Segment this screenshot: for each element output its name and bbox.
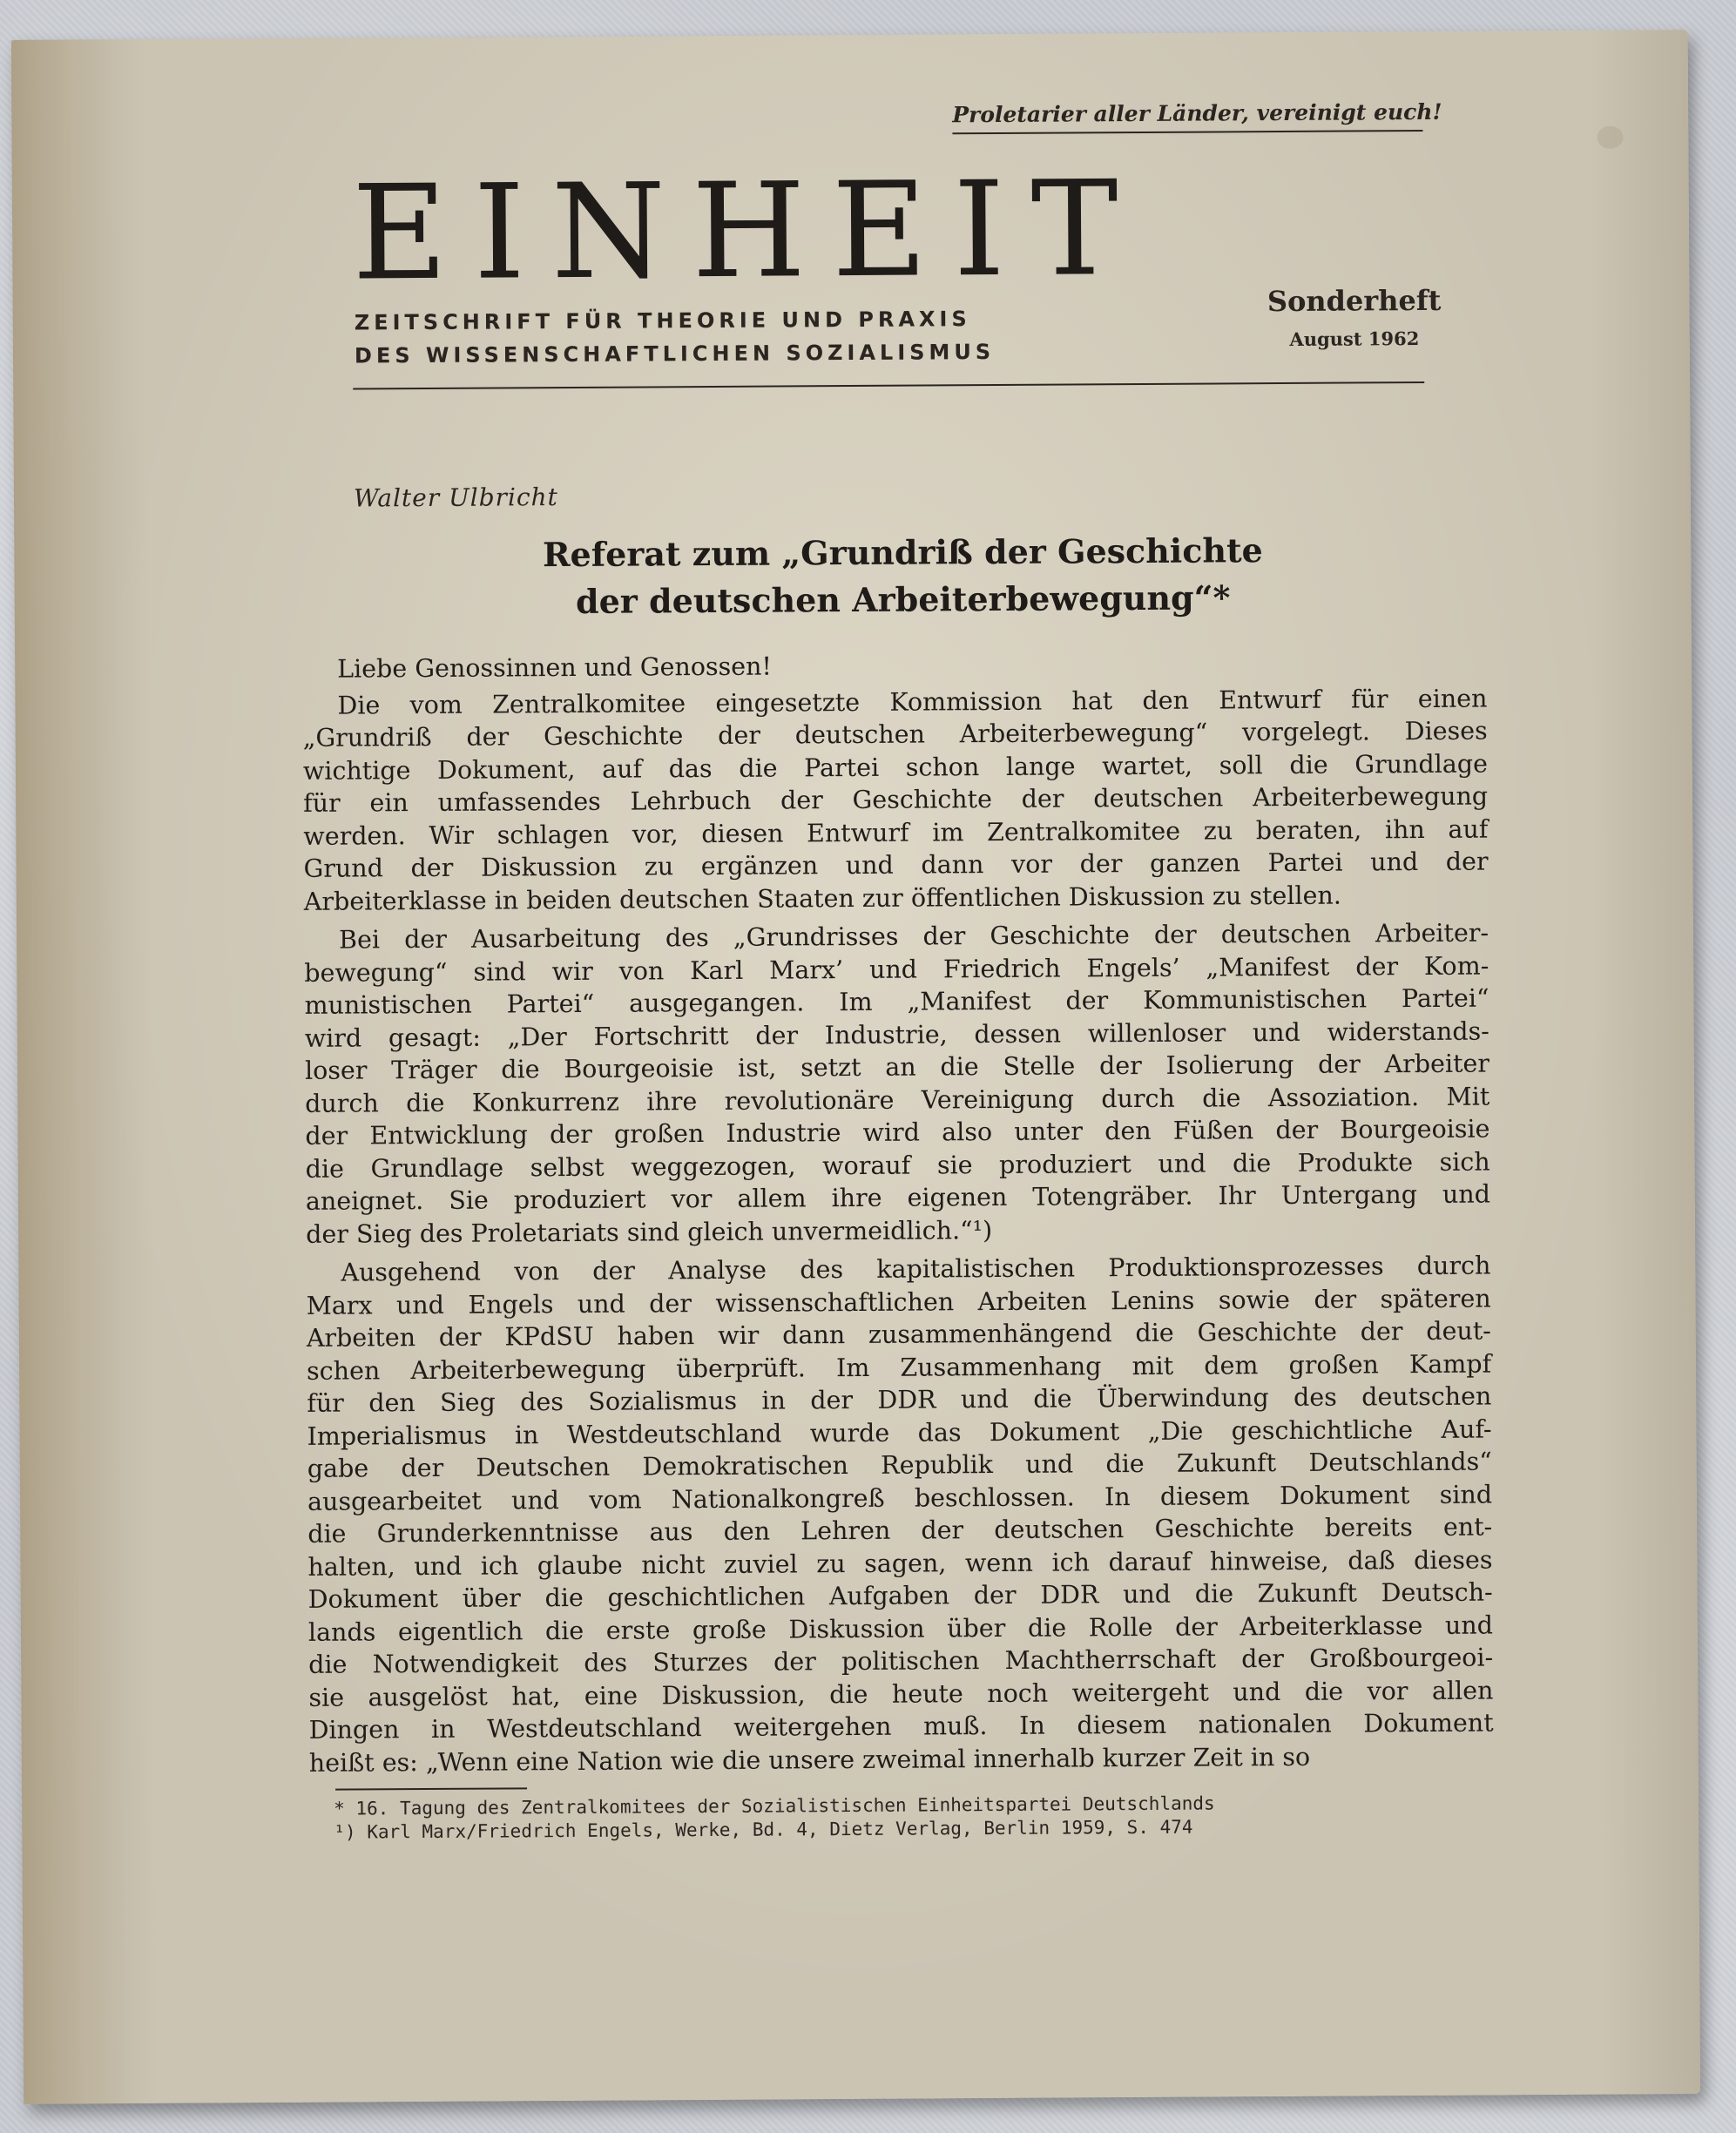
text-line: wird gesagt: „Der Fortschritt der Industrie, dessen willenloser und widerstands-: [304, 1016, 1489, 1053]
article-title: [380, 526, 1426, 626]
text-line: heißt es: „Wenn eine Nation wie die unsere zweimal innerhalb kurzer Zeit in so: [308, 1742, 1311, 1778]
worn-spine-edge: [11, 39, 128, 2104]
text-line: Arbeiterklasse in beiden deutschen Staaten zur öffentlichen Diskussion zu stellen.: [303, 881, 1341, 916]
issue-info: [1250, 284, 1459, 350]
text-line: für den Sieg des Sozialismus in der DDR und die Überwindung des deutschen: [307, 1381, 1492, 1418]
salutation: Liebe Genossinnen und Genossen!: [337, 651, 772, 684]
text-line: Arbeiten der KPdSU haben wir dann zusammenhängend die Geschichte der deut-: [306, 1316, 1491, 1353]
text-line: der Sieg des Proletariats sind gleich unvermeidlich.“¹): [306, 1215, 993, 1249]
text-line: Dokument über die geschichtlichen Aufgaben der DDR und die Zukunft Deutsch-: [307, 1577, 1493, 1614]
text-line: halten, und ich glaube nicht zuviel zu sagen, wenn ich darauf hinweise, daß dieses: [307, 1545, 1493, 1582]
text-line: Marx und Engels und der wissenschaftlichen Arbeiten Lenins sowie der späteren: [306, 1284, 1491, 1320]
text-line: sie ausgelöst hat, eine Diskussion, die heute noch weitergeht und die vor allen: [308, 1676, 1494, 1712]
text-line: „Grundriß der Geschichte der deutschen Arbeiterbewegung“ vorgelegt. Dieses: [302, 716, 1488, 753]
footnote: ¹) Karl Marx/Friedrich Engels, Werke, Bd. 4, Dietz Verlag, Berlin 1959, S. 474: [334, 1816, 1193, 1843]
text-line: Bei der Ausarbeitung des „Grundrisses der Geschichte der deutschen Arbeiter-: [338, 918, 1489, 955]
footnote: * 16. Tagung des Zentralkomitees der Sozialistischen Einheitspartei Deutschlands: [334, 1792, 1215, 1819]
text-line: munistischen Partei“ ausgegangen. Im „Manifest der Kommunistischen Partei“: [304, 983, 1489, 1020]
text-line: Ausgehend von der Analyse des kapitalistischen Produktionsprozesses durch: [341, 1251, 1491, 1287]
text-line: die Grundlage selbst weggezogen, worauf sie produziert und die Produkte sich: [305, 1147, 1490, 1184]
subtitle-line: ZEITSCHRIFT FÜR THEORIE UND PRAXIS: [354, 307, 971, 335]
text-line: werden. Wir schlagen vor, diesen Entwurf im Zentralkomitee zu beraten, ihn auf: [303, 814, 1489, 851]
text-line: schen Arbeiterbewegung überprüft. Im Zusammenhang mit dem großen Kampf: [307, 1349, 1492, 1386]
paragraph: [304, 917, 1490, 1251]
article-author: Walter Ulbricht: [353, 483, 558, 513]
paragraph: [302, 682, 1489, 918]
text-line: ausgearbeitet und vom Nationalkongreß beschlossen. In diesem Dokument sind: [307, 1480, 1493, 1516]
text-line: die Grunderkenntnisse aus den Lehren der deutschen Geschichte bereits ent-: [307, 1512, 1493, 1549]
magazine-page: [11, 30, 1700, 2104]
text-line: loser Träger die Bourgeoisie ist, setzt an die Stelle der Isolierung der Arbeiter: [304, 1049, 1490, 1085]
text-line: für ein umfassendes Lehrbuch der Geschichte der deutschen Arbeiterbewegung: [303, 781, 1489, 818]
article-body: [302, 646, 1494, 1785]
text-line: aneignet. Sie produziert vor allem ihre eigenen Totengräber. Ihr Untergang und: [305, 1179, 1491, 1216]
text-line: bewegung“ sind wir von Karl Marx’ und Friedrich Engels’ „Manifest der Kom-: [304, 951, 1489, 988]
paragraph: [306, 1250, 1494, 1779]
text-line: Grund der Diskussion zu ergänzen und dann vor der ganzen Partei und der: [303, 847, 1489, 883]
issue-date: August 1962: [1289, 327, 1420, 350]
text-line: Imperialismus in Westdeutschland wurde das Dokument „Die geschichtliche Auf-: [307, 1414, 1492, 1451]
title-line: der deutschen Arbeiterbewegung“*: [575, 577, 1231, 621]
footnotes: [334, 1792, 1215, 1844]
text-line: Dingen in Westdeutschland weitergehen muß. In diesem nationalen Dokument: [308, 1708, 1494, 1745]
paper-stain: [1597, 126, 1623, 149]
text-line: wichtige Dokument, auf das die Partei schon lange wartet, soll die Grundlage: [302, 749, 1488, 786]
text-line: der Entwicklung der großen Industrie wird also unter den Füßen der Bourgeoisie: [305, 1114, 1490, 1151]
subtitle-line: DES WISSENSCHAFTLICHEN SOZIALISMUS: [354, 340, 996, 368]
text-line: durch die Konkurrenz ihre revolutionäre Vereinigung durch die Assoziation. Mit: [305, 1082, 1490, 1118]
issue-kind: Sonderheft: [1267, 283, 1442, 319]
masthead-subtitle: [355, 302, 996, 372]
motto: Proletarier aller Länder, vereinigt euch!: [952, 99, 1422, 134]
text-line: Die vom Zentralkomitee eingesetzte Kommission hat den Entwurf für einen: [337, 684, 1488, 720]
text-line: lands eigentlich die erste große Diskussion über die Rolle der Arbeiterklasse und: [307, 1610, 1494, 1647]
text-line: die Notwendigkeit des Sturzes der politischen Machtherrschaft der Großbourgeoi-: [308, 1643, 1494, 1679]
header-rule: [353, 381, 1424, 390]
text-line: gabe der Deutschen Demokratischen Republik und die Zukunft Deutschlands“: [307, 1447, 1492, 1483]
masthead-title: EINHEIT: [351, 152, 1145, 310]
footnote-rule: [335, 1787, 527, 1790]
title-line: Referat zum „Grundriß der Geschichte: [542, 530, 1263, 575]
